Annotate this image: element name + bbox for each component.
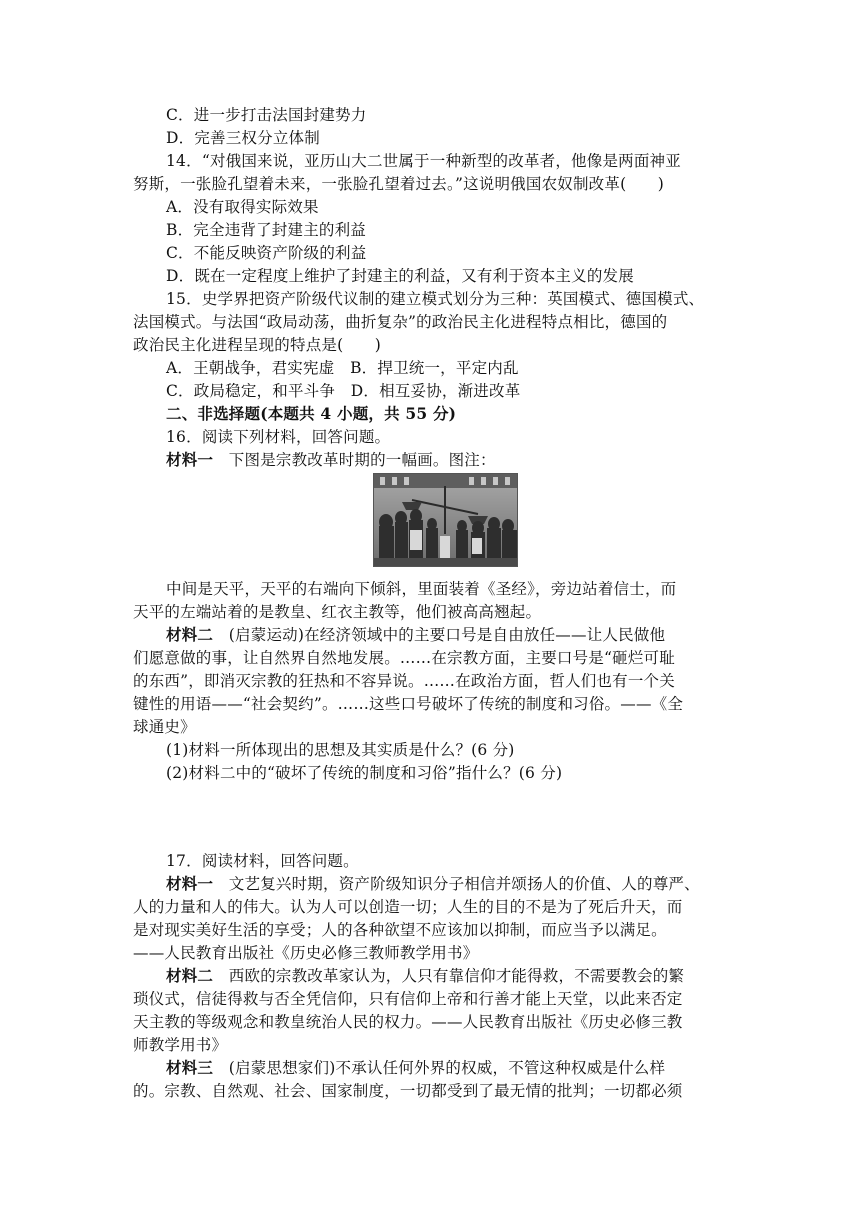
material-1-caption-cont: 天平的左端站着的是教皇、红衣主教等，他们被高高翘起。 bbox=[133, 603, 542, 621]
option-13d: D．完善三权分立体制 bbox=[166, 129, 320, 147]
material-text: (启蒙运动)在经济领域中的主要口号是自由放任——让人民做他 bbox=[213, 626, 666, 644]
question-16-2: (2)材料二中的“破坏了传统的制度和习俗”指什么？(6 分) bbox=[166, 764, 563, 782]
options-15cd: C．政局稳定，和平斗争 D．相互妥协，渐进改革 bbox=[166, 382, 521, 400]
option-14d: D．既在一定程度上维护了封建主的利益，又有利于资本主义的发展 bbox=[166, 267, 634, 285]
material-label: 材料二 bbox=[166, 966, 214, 985]
material-text: 西欧的宗教改革家认为，人只有靠信仰才能得救，不需要教会的繁 bbox=[213, 967, 685, 985]
q17-material-1-line2: 人的力量和人的伟大。认为人可以创造一切；人生的目的不是为了死后升天，而 bbox=[133, 898, 683, 916]
material-2-line4: 键性的用语——“社会契约”。……这些口号破坏了传统的制度和习俗。——《全 bbox=[133, 695, 684, 713]
option-14c: C．不能反映资产阶级的利益 bbox=[166, 244, 367, 262]
question-16-1: (1)材料一所体现出的思想及其实质是什么？(6 分) bbox=[166, 741, 515, 759]
q17-material-2-line3: 天主教的等级观念和教皇统治人民的权力。——人民教育出版社《历史必修三教 bbox=[133, 1013, 683, 1031]
q17-material-2-line4: 师教学用书》 bbox=[133, 1036, 228, 1054]
option-14a: A．没有取得实际效果 bbox=[166, 198, 319, 216]
q17-material-2-line2: 琐仪式，信徒得救与否全凭信仰，只有信仰上帝和行善才能上天堂，以此来否定 bbox=[133, 990, 683, 1008]
section-heading: 二、非选择题(本题共 4 小题，共 55 分) bbox=[166, 404, 457, 423]
material-2-paragraph bbox=[166, 624, 766, 646]
option-13c: C．进一步打击法国封建势力 bbox=[166, 106, 367, 124]
option-14b: B．完全违背了封建主的利益 bbox=[166, 221, 366, 239]
question-17-stem: 17．阅读材料，回答问题。 bbox=[166, 852, 359, 870]
material-1-intro bbox=[166, 449, 766, 471]
material-2-line3: 的东西”，即消灭宗教的狂热和不容异说。……在政治方面，哲人们也有一个关 bbox=[133, 672, 675, 690]
material-text: (启蒙思想家们)不承认任何外界的权威，不管这种权威是什么样 bbox=[213, 1059, 666, 1077]
reformation-painting-image bbox=[373, 473, 518, 567]
material-text: 下图是宗教改革时期的一幅画。图注： bbox=[213, 451, 496, 469]
material-2-line2: 们愿意做的事，让自然界自然地发展。……在宗教方面，主要口号是“砸烂可耻 bbox=[133, 649, 675, 667]
material-label: 材料三 bbox=[166, 1058, 214, 1077]
question-14-stem-cont: 努斯，一张脸孔望着未来，一张脸孔望着过去。”这说明俄国农奴制改革( ) bbox=[133, 175, 664, 193]
question-15-stem-cont: 法国模式。与法国“政局动荡，曲折复杂”的政治民主化进程特点相比，德国的 bbox=[133, 313, 668, 331]
material-1-caption: 中间是天平，天平的右端向下倾斜，里面装着《圣经》，旁边站着信士，而 bbox=[166, 580, 677, 598]
material-label: 材料一 bbox=[166, 874, 214, 893]
q17-material-3-line2: 的。宗教、自然观、社会、国家制度，一切都受到了最无情的批判；一切都必须 bbox=[133, 1082, 683, 1100]
question-15-stem: 15．史学界把资产阶级代议制的建立模式划分为三种：英国模式、德国模式、 bbox=[166, 290, 705, 308]
reformation-painting-drawing bbox=[374, 474, 517, 566]
question-15-stem-end: 政治民主化进程呈现的特点是( ) bbox=[133, 336, 381, 354]
q17-material-2 bbox=[166, 965, 766, 987]
question-16-stem: 16．阅读下列材料，回答问题。 bbox=[166, 428, 391, 446]
options-15ab: A．王朝战争，君实宪虚 B．捍卫统一，平定内乱 bbox=[166, 359, 519, 377]
q17-material-3 bbox=[166, 1057, 766, 1079]
q17-material-1 bbox=[166, 873, 766, 895]
material-text: 文艺复兴时期，资产阶级知识分子相信并颂扬人的价值、人的尊严、 bbox=[213, 875, 700, 893]
q17-material-1-line3: 是对现实美好生活的享受；人的各种欲望不应该加以抑制，而应当予以满足。 bbox=[133, 921, 667, 939]
q17-material-1-source: ——人民教育出版社《历史必修三教师教学用书》 bbox=[133, 944, 479, 962]
material-2-line5: 球通史》 bbox=[133, 718, 196, 736]
material-label: 材料一 bbox=[166, 450, 214, 469]
material-label: 材料二 bbox=[166, 625, 214, 644]
question-14-stem: 14．“对俄国来说，亚历山大二世属于一种新型的改革者，他像是两面神亚 bbox=[166, 152, 681, 170]
